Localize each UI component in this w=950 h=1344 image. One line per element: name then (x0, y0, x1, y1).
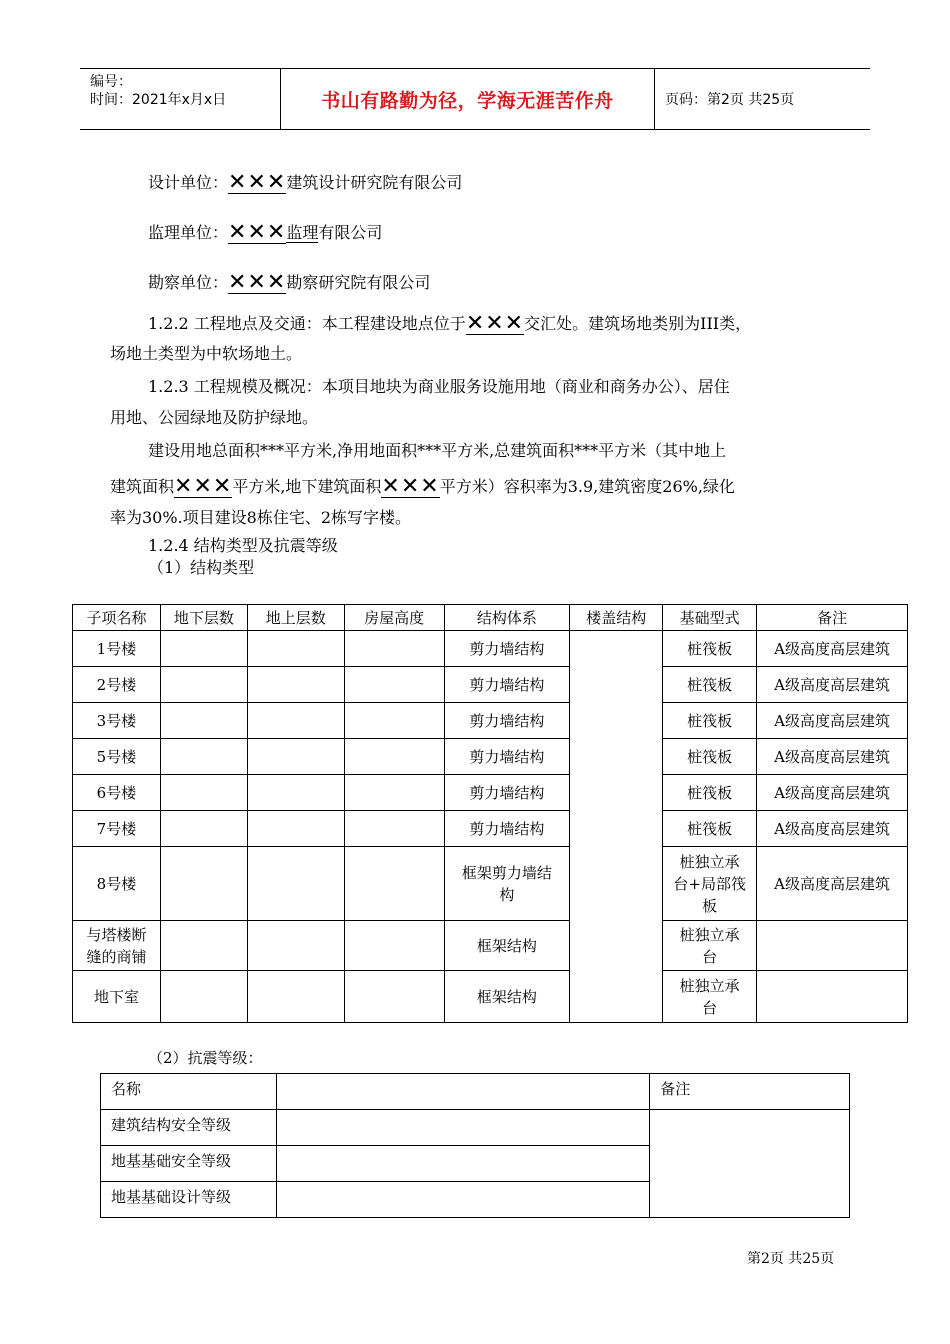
header-motto: 书山有路勤为径，学海无涯苦作舟 (281, 69, 655, 129)
cell-system: 剪力墙结构 (444, 667, 570, 703)
cell-empty (160, 631, 247, 667)
cell-name: 与塔楼断缝的商铺 (73, 921, 161, 971)
cell-note: A级高度高层建筑 (757, 631, 908, 667)
page-footer: 第2页 共25页 (747, 1251, 835, 1267)
section-1-2-4: 1.2.4 结构类型及抗震等级 (148, 536, 338, 555)
cell-note: A级高度高层建筑 (757, 703, 908, 739)
col-header: 楼盖结构 (570, 605, 663, 631)
cell-foundation: 桩独立承台 (663, 921, 757, 971)
cell-empty (276, 1182, 649, 1218)
cell-empty (160, 971, 247, 1023)
cell-name: 5号楼 (73, 739, 161, 775)
cell-name: 3号楼 (73, 703, 161, 739)
cell-foundation: 桩筏板 (663, 631, 757, 667)
cell-empty (247, 739, 344, 775)
cell-name: 地基基础设计等级 (101, 1182, 277, 1218)
cell-empty (160, 703, 247, 739)
cell-system: 框架结构 (444, 971, 570, 1023)
cell-name: 8号楼 (73, 847, 161, 921)
cell-system: 框架结构 (444, 921, 570, 971)
seismic-grade-table (100, 1073, 850, 1218)
cell-empty (344, 811, 444, 847)
table-row (73, 631, 908, 667)
cell-empty (344, 739, 444, 775)
cell-empty (344, 847, 444, 921)
supervise-unit-name: 有限公司 (318, 223, 383, 242)
para-text: 交汇处。建筑场地类别为III类， (524, 314, 752, 333)
table-row (73, 811, 908, 847)
para-text: 平方米,地下建筑面积 (232, 477, 382, 496)
table-row (73, 739, 908, 775)
survey-unit-name: 勘察研究院有限公司 (286, 273, 431, 292)
col-header: 基础型式 (663, 605, 757, 631)
col-header: 地下层数 (160, 605, 247, 631)
cell-empty (160, 739, 247, 775)
cell-foundation: 桩筏板 (663, 703, 757, 739)
col-header: 备注 (650, 1074, 850, 1110)
cell-system: 剪力墙结构 (444, 739, 570, 775)
cell-name: 1号楼 (73, 631, 161, 667)
para-1-2-2-cont: 场地土类型为中软场地土。 (110, 344, 303, 363)
survey-unit (148, 272, 430, 293)
cell-empty (247, 775, 344, 811)
cell-empty (160, 921, 247, 971)
cell-empty (247, 631, 344, 667)
subsection-seismic-grade: （2）抗震等级： (148, 1049, 263, 1067)
cell-floor-structure-merged (570, 631, 663, 1023)
masked-name: ✕✕✕ (228, 220, 287, 245)
cell-system: 剪力墙结构 (444, 703, 570, 739)
col-header: 房屋高度 (344, 605, 444, 631)
structure-table (72, 604, 908, 1023)
para-1-2-3: 1.2.3 工程规模及概况：本项目地块为商业服务设施用地（商业和商务办公）、居住 (148, 377, 730, 396)
cell-empty (344, 631, 444, 667)
masked-name: ✕✕✕ (465, 311, 525, 336)
col-header: 名称 (101, 1074, 277, 1110)
cell-note: A级高度高层建筑 (757, 811, 908, 847)
para-area: 建设用地总面积***平方米,净用地面积***平方米,总建筑面积***平方米（其中地上 (148, 441, 727, 460)
cell-empty (160, 811, 247, 847)
cell-foundation: 桩独立承台+局部筏板 (663, 847, 757, 921)
cell-empty (344, 667, 444, 703)
header-meta (80, 69, 281, 129)
table-row (73, 921, 908, 971)
cell-note (757, 921, 908, 971)
cell-name: 地下室 (73, 971, 161, 1023)
cell-foundation: 桩筏板 (663, 775, 757, 811)
cell-name: 7号楼 (73, 811, 161, 847)
supervise-unit-label: 监理单位： (148, 223, 229, 242)
masked-name: ✕✕✕ (174, 474, 233, 499)
cell-empty (247, 847, 344, 921)
cell-note (757, 971, 908, 1023)
table-header-row (101, 1074, 850, 1110)
cell-system: 剪力墙结构 (444, 631, 570, 667)
cell-empty (160, 667, 247, 703)
cell-name: 6号楼 (73, 775, 161, 811)
cell-empty (247, 811, 344, 847)
cell-name: 2号楼 (73, 667, 161, 703)
cell-system: 剪力墙结构 (444, 775, 570, 811)
subsection-structure-type: （1）结构类型 (148, 558, 255, 577)
masked-name: ✕✕✕ (228, 270, 287, 295)
cell-note-merged (650, 1110, 850, 1218)
cell-empty (344, 921, 444, 971)
para-text: 平方米）容积率为3.9,建筑密度26%,绿化 (439, 477, 735, 496)
col-header: 子项名称 (73, 605, 161, 631)
col-header: 备注 (757, 605, 908, 631)
cell-empty (344, 971, 444, 1023)
supervise-unit-name-underlined: 监理 (286, 223, 319, 242)
cell-empty (276, 1146, 649, 1182)
table-row (73, 971, 908, 1023)
cell-empty (160, 847, 247, 921)
design-unit-name: 建筑设计研究院有限公司 (286, 173, 463, 192)
cell-empty (276, 1110, 649, 1146)
para-1-2-2 (148, 313, 751, 334)
col-header: 结构体系 (444, 605, 570, 631)
cell-system: 剪力墙结构 (444, 811, 570, 847)
cell-empty (276, 1074, 649, 1110)
doc-time: 时间：2021年x月x日 (90, 92, 227, 108)
cell-empty (344, 703, 444, 739)
masked-name: ✕✕✕ (228, 170, 287, 195)
cell-note: A级高度高层建筑 (757, 739, 908, 775)
cell-empty (247, 703, 344, 739)
para-text: 建筑面积 (110, 477, 175, 496)
para-area-cont (110, 476, 735, 497)
design-unit-label: 设计单位： (148, 173, 229, 192)
table-row (73, 775, 908, 811)
cell-system: 框架剪力墙结构 (444, 847, 570, 921)
doc-number-label: 编号： (90, 74, 132, 90)
header-page-info: 页码：第2页 共25页 (665, 92, 795, 108)
para-text: 1.2.2 工程地点及交通：本工程建设地点位于 (148, 314, 466, 333)
cell-name: 地基基础安全等级 (101, 1146, 277, 1182)
cell-foundation: 桩筏板 (663, 739, 757, 775)
design-unit (148, 172, 462, 193)
cell-note: A级高度高层建筑 (757, 775, 908, 811)
table-row (73, 667, 908, 703)
cell-foundation: 桩筏板 (663, 667, 757, 703)
table-row (101, 1110, 850, 1146)
masked-name: ✕✕✕ (381, 474, 440, 499)
cell-empty (160, 775, 247, 811)
col-header: 地上层数 (247, 605, 344, 631)
survey-unit-label: 勘察单位： (148, 273, 229, 292)
cell-note: A级高度高层建筑 (757, 667, 908, 703)
cell-name: 建筑结构安全等级 (101, 1110, 277, 1146)
cell-note: A级高度高层建筑 (757, 847, 908, 921)
cell-empty (247, 667, 344, 703)
cell-empty (247, 971, 344, 1023)
table-row (73, 703, 908, 739)
para-1-2-3-cont: 用地、公园绿地及防护绿地。 (110, 408, 319, 427)
cell-empty (247, 921, 344, 971)
supervise-unit (148, 222, 382, 243)
table-header-row (73, 605, 908, 631)
cell-foundation: 桩独立承台 (663, 971, 757, 1023)
page-header (80, 68, 870, 130)
cell-foundation: 桩筏板 (663, 811, 757, 847)
para-area-end: 率为30%.项目建设8栋住宅、2栋写字楼。 (110, 508, 412, 527)
table-row (73, 847, 908, 921)
cell-empty (344, 775, 444, 811)
